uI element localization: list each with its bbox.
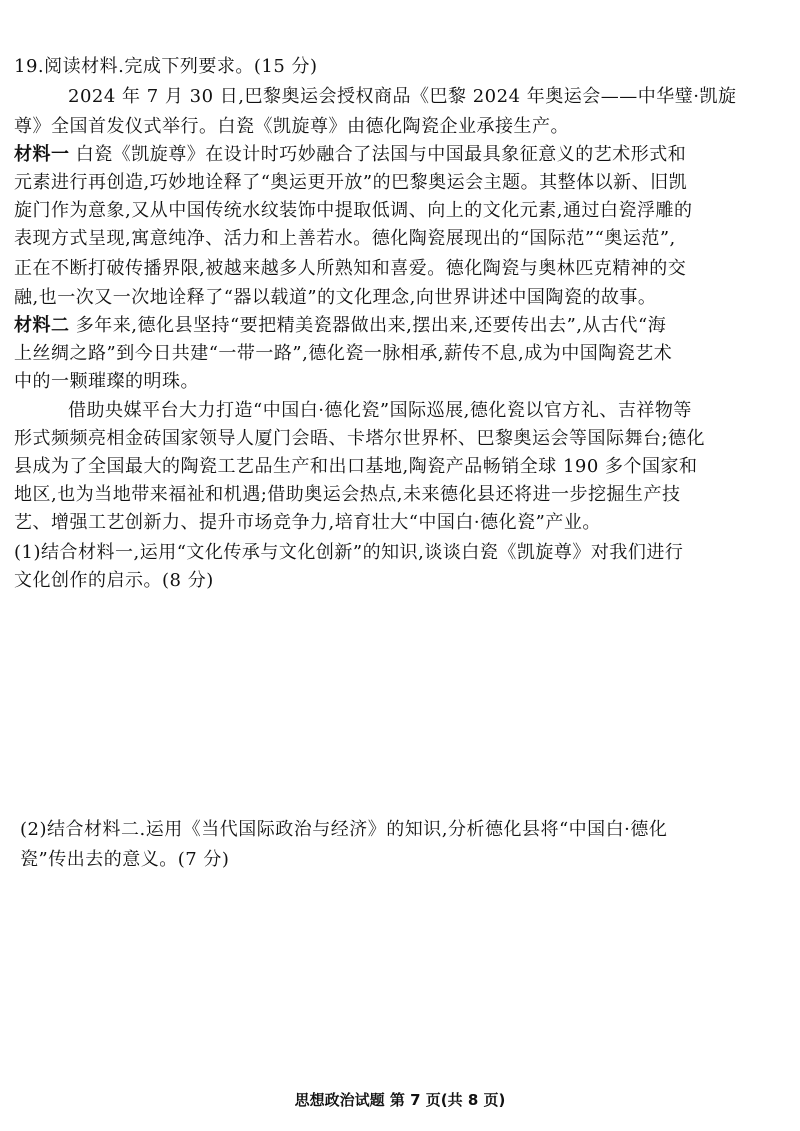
material-1-line: 融,也一次又一次地诠释了“器以载道”的文化理念,向世界讲述中国陶瓷的故事。	[14, 287, 657, 308]
material-2-line: 上丝绸之路”到今日共建“一带一路”,德化瓷一脉相承,薪传不息,成为中国陶瓷艺术	[14, 343, 673, 364]
material-2-text: 多年来,德化县坚持“要把精美瓷器做出来,摆出来,还要传出去”,从古代“海	[69, 315, 667, 336]
material-1-text: 白瓷《凯旋尊》在设计时巧妙融合了法国与中国最具象征意义的艺术形式和	[69, 144, 687, 165]
material-1-line	[14, 140, 686, 170]
material-2-line: 中的一颗璀璨的明珠。	[14, 371, 199, 392]
sub-question-2-line: 瓷”传出去的意义。(7 分)	[20, 849, 230, 870]
material-2-line: 艺、增强工艺创新力、提升市场竞争力,培育壮大“中国白·德化瓷”产业。	[14, 512, 601, 533]
material-1-line: 表现方式呈现,寓意纯净、活力和上善若水。德化陶瓷展现出的“国际范”“奥运范”,	[14, 228, 676, 249]
sub-question-2-line: (2)结合材料二.运用《当代国际政治与经济》的知识,分析德化县将“中国白·德化	[20, 819, 668, 840]
material-1-label: 材料一	[14, 144, 70, 165]
material-2-line: 形式频频亮相金砖国家领导人厦门会晤、卡塔尔世界杯、巴黎奥运会等国际舞台;德化	[14, 428, 706, 449]
sub-question-1-line: 文化创作的启示。(8 分)	[14, 570, 214, 591]
material-1-line: 正在不断打破传播界限,被越来越多人所熟知和喜爱。德化陶瓷与奥林匹克精神的交	[14, 258, 687, 279]
material-2-label: 材料二	[14, 315, 70, 336]
material-2-line: 县成为了全国最大的陶瓷工艺品生产和出口基地,陶瓷产品畅销全球 190 多个国家和	[14, 456, 698, 477]
material-2-line: 地区,也为当地带来福祉和机遇;借助奥运会热点,未来德化县还将进一步挖掘生产技	[14, 484, 681, 505]
sub-question-1-line: (1)结合材料一,运用“文化传承与文化创新”的知识,谈谈白瓷《凯旋尊》对我们进行	[14, 542, 684, 563]
intro-line: 2024 年 7 月 30 日,巴黎奥运会授权商品《巴黎 2024 年奥运会——中华璧·凯旋	[68, 86, 737, 107]
material-1-line: 旋门作为意象,又从中国传统水纹装饰中提取低调、向上的文化元素,通过白瓷浮雕的	[14, 200, 693, 221]
material-2-line: 借助央媒平台大力打造“中国白·德化瓷”国际巡展,德化瓷以官方礼、吉祥物等	[68, 400, 692, 421]
material-1-line: 元素进行再创造,巧妙地诠释了“奥运更开放”的巴黎奥运会主题。其整体以新、旧凯	[14, 172, 688, 193]
page-footer: 思想政治试题 第 7 页(共 8 页)	[294, 1091, 506, 1109]
question-title: 19.阅读材料.完成下列要求。(15 分)	[14, 56, 318, 77]
material-2-line	[14, 311, 666, 341]
intro-line: 尊》全国首发仪式举行。白瓷《凯旋尊》由德化陶瓷企业承接生产。	[14, 116, 569, 137]
